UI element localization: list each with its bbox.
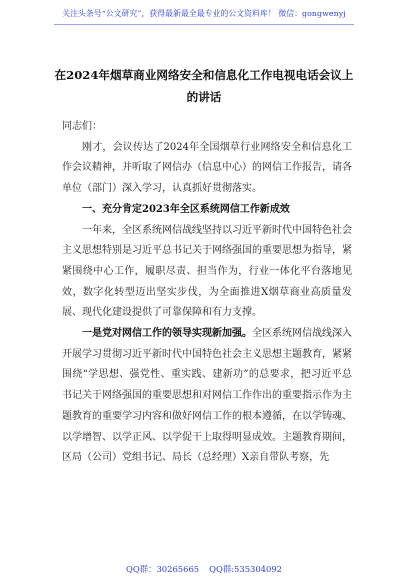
point-lead: 一是党对网信工作的领导实现新加强。 xyxy=(82,328,252,340)
footer-contacts xyxy=(0,563,408,575)
footer-qq-group-1: QQ群：30265665 xyxy=(126,564,200,574)
document-body xyxy=(62,117,352,469)
intro-paragraph: 刚才，会议传达了2024年全国烟草行业网络安全和信息化工作会议精神，并听取了网信办（信息中心）的网信工作报告，请各单位（部门）深入学习，认真抓好贯彻落实。 xyxy=(62,141,352,195)
point-body: 全区系统网信战线深入开展学习贯彻习近平新时代中国特色社会主义思想主题教育，紧紧围绕“学思想、强党性、重实践、建新功”的总要求，把习近平总书记关于网络强国的重要思想和对网信工作作出的重要指示作为主题教育的重要学习内容和做好网信工作的根本遵循，在以学铸魂、以学增智、以学正风、以学促干上取得明显成效。主题教育期间，区局（公司）党组书记、局长（总经理）X亲自带队考察，先 xyxy=(62,328,352,464)
salutation: 同志们： xyxy=(62,121,102,132)
section-paragraph: 一年来，全区系统网信战线坚持以习近平新时代中国特色社会主义思想特别是习近平总书记关于网络强国的重要思想为指导，紧紧围绕中心工作，履职尽责、担当作为，行业一体化平台落地见效，数字化转型迈出坚实步伐，为全面推进X烟草商业高质量发展、现代化建设提供了可靠保障和有力支撑。 xyxy=(62,224,352,319)
footer-qq-group-2: QQ群:535304092 xyxy=(209,564,282,574)
point-paragraph xyxy=(62,324,352,469)
header-divider xyxy=(54,24,354,25)
document-title: 在2024年烟草商业网络安全和信息化工作电视电话会议上的讲话 xyxy=(54,68,354,104)
header-banner: 关注头条号“公文研究”，获得最新最全最专业的公文资料库！ 微信：gongwenyj xyxy=(62,9,346,18)
section-heading: 一、充分肯定2023年全区系统网信工作新成效 xyxy=(82,203,290,215)
